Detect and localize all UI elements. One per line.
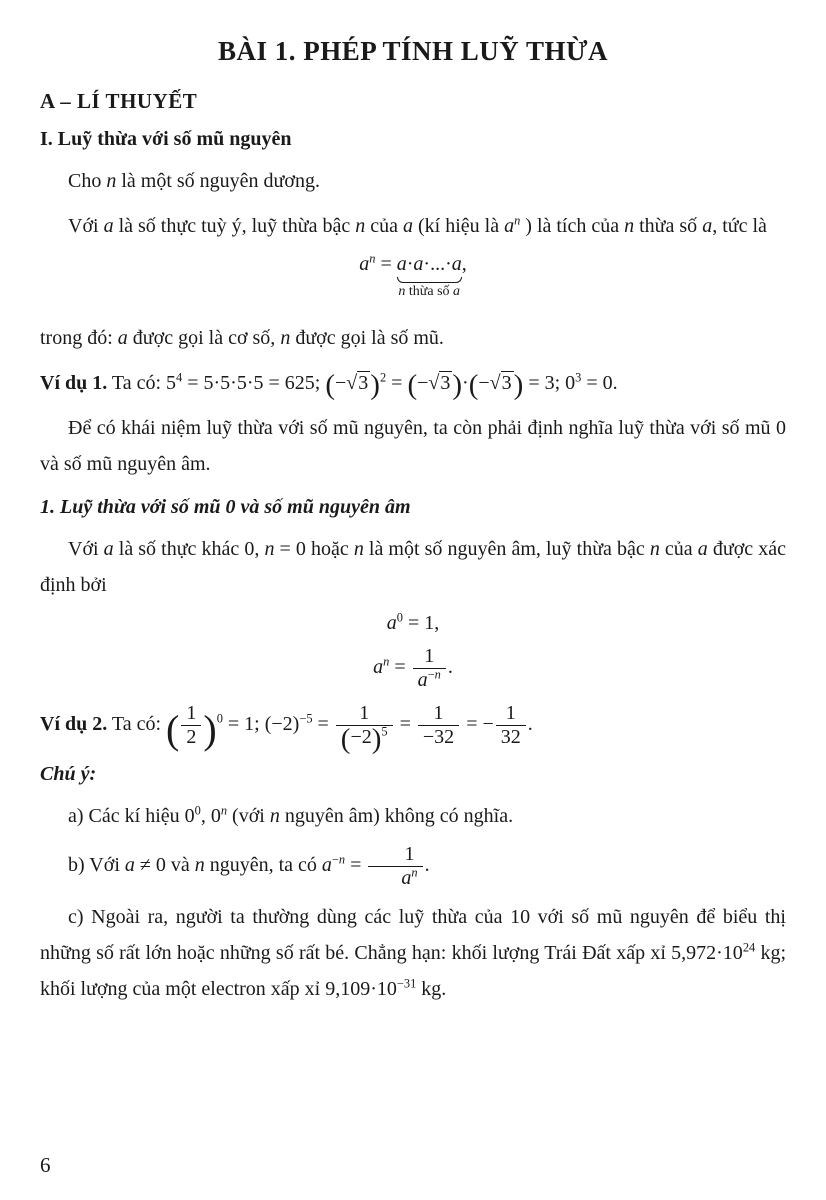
formula-a-power-zero: $a^0 = 1$,: [386, 610, 440, 634]
lesson-title: BÀI 1. PHÉP TÍNH LUỸ THỪA: [217, 36, 609, 66]
subsection-1-heading: 1. Luỹ thừa với số mũ 0 và số mũ nguyên âm: [40, 496, 411, 518]
note-item-b: b) Với a ≠ 0 và n nguyên, ta có $a^{-n}$ = $\frac{1}{a^n}$ .: [68, 843, 430, 889]
paragraph-intro: Cho n là một số nguyên dương.: [68, 170, 320, 192]
paragraph-dinh-nghia: Với a là số thực khác 0, n = 0 hoặc n là một số nguyên âm, luỹ thừa bậc n của a được xác định bởi: [40, 538, 787, 596]
formula-power-definition: $a^n = a\cdot a\cdot...\cdot a$ n thừa số a ,: [359, 251, 467, 299]
example-2-label: Ví dụ 2.: [40, 713, 108, 736]
section-a-heading: A – LÍ THUYẾT: [40, 89, 198, 113]
page-number: 6: [40, 1153, 51, 1177]
example-1-body: Ta có: $5^4 = 5\cdot 5\cdot 5\cdot 5 = 625$; $(-√3)^2 = (-√3)\cdot(-√3) = 3$; $0^3 = 0$.: [111, 369, 618, 402]
example-1: [40, 365, 786, 401]
example-2-body: Ta có: ( $\frac{1}{2}$ )$^0$ = 1; $(-2)^{-5}$ = $\frac{1}{(-2)^5}$ = $\frac{1}{-32}$ = − $\frac{1}{32}$ .: [111, 702, 533, 756]
formula-a-negative-exponent: $a^n$ = $\frac{1}{a^{-n}}$ .: [373, 645, 453, 691]
note-heading: Chú ý:: [40, 763, 97, 785]
note-item-c: c) Ngoài ra, người ta thường dùng các luỹ thừa của 10 với số mũ nguyên để biểu thị những số rất lớn hoặc những số rất bé. Chẳng hạn: khối lượng Trái Đất xấp xỉ $5,972\cdot 10^{24}$ kg; khối lượng của một electron xấp xỉ $9,109\cdot 10^{-31}$ kg.: [40, 906, 787, 1000]
paragraph-khai-niem: Để có khái niệm luỹ thừa với số mũ nguyên, ta còn phải định nghĩa luỹ thừa với số mũ 0 và số mũ nguyên âm.: [40, 417, 786, 475]
paragraph-definition: Với a là số thực tuỳ ý, luỹ thừa bậc n của a (kí hiệu là $a^n$ ) là tích của n thừa số a, tức là: [68, 213, 767, 237]
paragraph-trong-do: trong đó: a được gọi là cơ số, n được gọi là số mũ.: [40, 327, 444, 349]
section-i-heading: I. Luỹ thừa với số mũ nguyên: [40, 128, 292, 150]
example-2: [40, 702, 786, 756]
example-1-label: Ví dụ 1.: [40, 372, 108, 394]
note-item-a: a) Các kí hiệu $0^0$, 0$^n$ (với n nguyên âm) không có nghĩa.: [68, 803, 514, 827]
